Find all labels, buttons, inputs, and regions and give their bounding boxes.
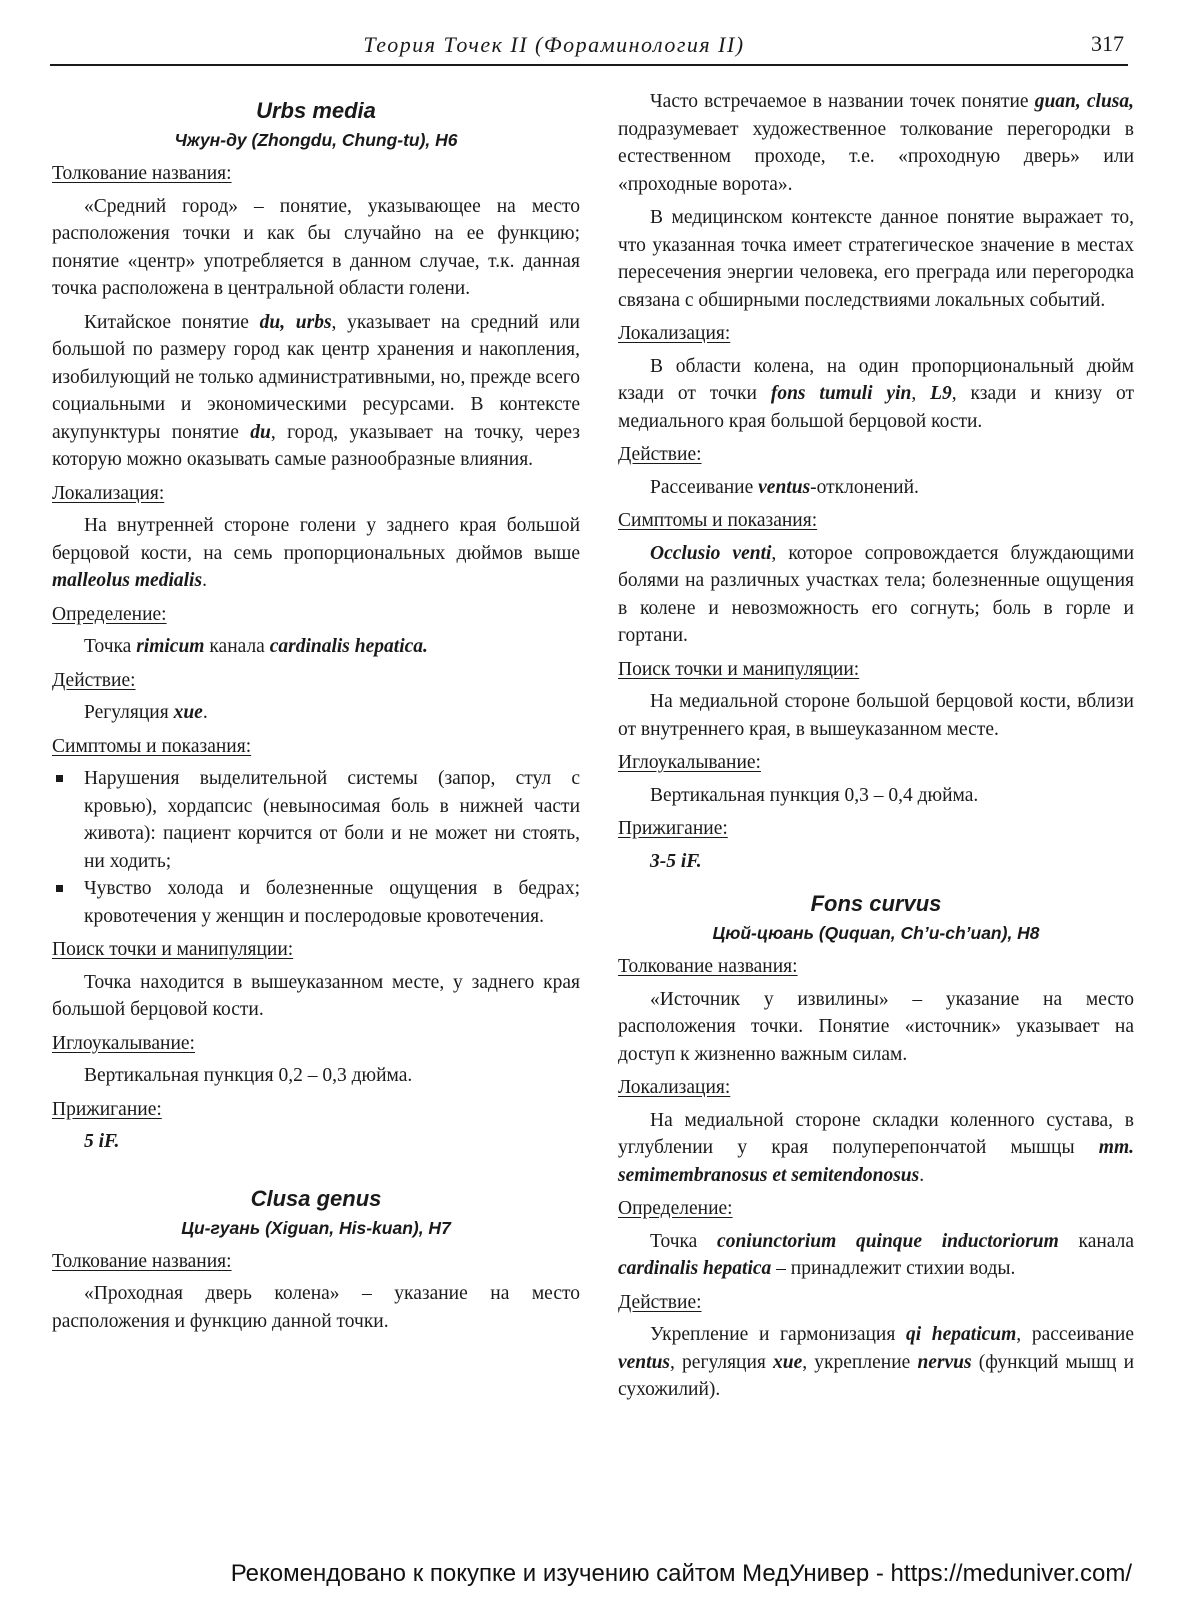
list-item: Чувство холода и болезненные ощущения в бедрах; кровотечения у женщин и послеродовые кровотечения. [52, 875, 580, 930]
section-heading-localization: Локализация: [52, 482, 165, 504]
paragraph: Часто встречаемое в названии точек понятие guan, clusa, подразумевает художественное толкование перегородки в естественном проходе, т.е. «проходную дверь» или «проходные ворота». [618, 91, 1134, 195]
paragraph: Укрепление и гармонизация qi hepaticum, рассеивание ventus, регуляция xue, укрепление nervus (функций мышц и сухожилий). [618, 1324, 1135, 1400]
section-heading-symptoms: Симптомы и показания: [618, 510, 818, 531]
list-item: Нарушения выделительной системы (запор, стул с кровью), хордапсис (невыносимая боль в нижней части живота): пациент корчится от боли и не может ни стоять, ни ходить; [52, 765, 580, 875]
entry-subtitle-h6: Чжун-ду (Zhongdu, Chung-tu), H6 [174, 130, 458, 150]
paragraph: Вертикальная пункция 0,3 – 0,4 дюйма. [650, 784, 979, 806]
paragraph: Точка rimicum канала cardinalis hepatica. [84, 636, 428, 657]
section-heading-name: Толкование названия: [52, 163, 232, 184]
paragraph: Регуляция xue. [84, 702, 208, 723]
entry-subtitle-h8: Цюй-цюань (Ququan, Ch’u-ch’uan), H8 [712, 923, 1040, 943]
section-heading-acupuncture: Иглоукалывание: [52, 1032, 195, 1054]
paragraph: На медиальной стороне складки коленного сустава, в углублении у края полуперепончатой мышцы mm. semimembranosus et semitendonosus. [618, 1109, 1134, 1186]
paragraph: В области колена, на один пропорциональный дюйм кзади от точки fons tumuli yin, L9, кзади и книзу от медиального края большой берцовой кости. [618, 355, 1134, 432]
right-column [618, 88, 1134, 1410]
entry-title-h6: Urbs media [256, 98, 376, 123]
paragraph: «Источник у извилины» – указание на место расположения точки. Понятие «источник» указывает на доступ к жизненно важным силам. [618, 988, 1134, 1065]
paragraph: На внутренней стороне голени у заднего края большой берцовой кости, на семь пропорциональных дюймов выше malleolus medialis. [52, 515, 580, 591]
section-heading-name: Толкование названия: [618, 956, 798, 977]
paragraph: На медиальной стороне большой берцовой кости, вблизи от внутреннего края, в вышеуказанном месте. [618, 691, 1134, 740]
section-heading-moxa: Прижигание: [618, 818, 728, 839]
section-heading-acupuncture: Иглоукалывание: [618, 752, 761, 773]
paragraph: Occlusio venti, которое сопровождается блуждающими болями на различных участках тела; болезненные ощущения в колене и невозможность его согнуть; боль в горле и гортани. [618, 542, 1134, 646]
entry-title-h7: Clusa genus [250, 1185, 382, 1211]
symptom-list [52, 765, 580, 930]
section-heading-localization: Локализация: [618, 1077, 731, 1098]
section-heading-action: Действие: [618, 1291, 702, 1313]
paragraph: Рассеивание ventus-отклонений. [650, 476, 919, 498]
section-heading-search: Поиск точки и манипуляции: [52, 939, 294, 960]
section-heading-localization: Локализация: [618, 323, 731, 344]
section-heading-symptoms: Симптомы и показания: [52, 735, 252, 757]
footer-recommendation: Рекомендовано к покупке и изучению сайтом МедУнивер - https://meduniver.com/ [230, 1560, 1132, 1587]
paragraph: В медицинском контексте данное понятие выражает то, что указанная точка имеет стратегическое значение в местах пересечения энергии человека, его преграда или перегородка связана с обширными последствиями локальных событий. [618, 207, 1134, 311]
section-heading-action: Действие: [618, 444, 702, 465]
page-header [50, 30, 1128, 66]
left-column [52, 88, 580, 1341]
section-heading-definition: Определение: [52, 603, 167, 625]
section-heading-name: Толкование названия: [52, 1250, 232, 1272]
paragraph: 5 iF. [84, 1131, 120, 1152]
paragraph: 3-5 iF. [650, 850, 702, 872]
page-number: 317 [1091, 31, 1124, 56]
paragraph: Точка находится в вышеуказанном месте, у заднего края большой берцовой кости. [52, 971, 580, 1020]
entry-subtitle-h7: Ци-гуань (Xiguan, His-kuan), H7 [181, 1217, 451, 1238]
section-heading-moxa: Прижигание: [52, 1098, 162, 1120]
paragraph: Точка coniunctorium quinque inductoriorum канала cardinalis hepatica – принадлежит стихии воды. [618, 1230, 1134, 1279]
section-heading-definition: Определение: [618, 1198, 733, 1219]
running-title: Теория Точек II (Форaминология II) [363, 32, 745, 57]
section-heading-search: Поиск точки и манипуляции: [618, 658, 860, 680]
entry-title-h8: Fons curvus [810, 891, 942, 916]
paragraph: Китайское понятие du, urbs, указывает на средний или большой по размеру город как центр хранения и накопления, изобилующий не только административными, но, прежде всего социальными и экономическими ресурсами. В контексте акупунктуры понятие du, город, указывает на точку, через которую можно оказывать самые разнообразные влияния. [52, 311, 580, 470]
section-heading-action: Действие: [52, 669, 136, 691]
paragraph: Вертикальная пункция 0,2 – 0,3 дюйма. [84, 1065, 413, 1086]
paragraph: «Средний город» – понятие, указывающее на место расположения точки и как бы случайно на ее функцию; понятие «центр» употребляется в данном случае, т.к. данная точка расположена в центральной области голени. [52, 195, 580, 299]
paragraph: «Проходная дверь колена» – указание на место расположения и функцию данной точки. [52, 1283, 580, 1332]
